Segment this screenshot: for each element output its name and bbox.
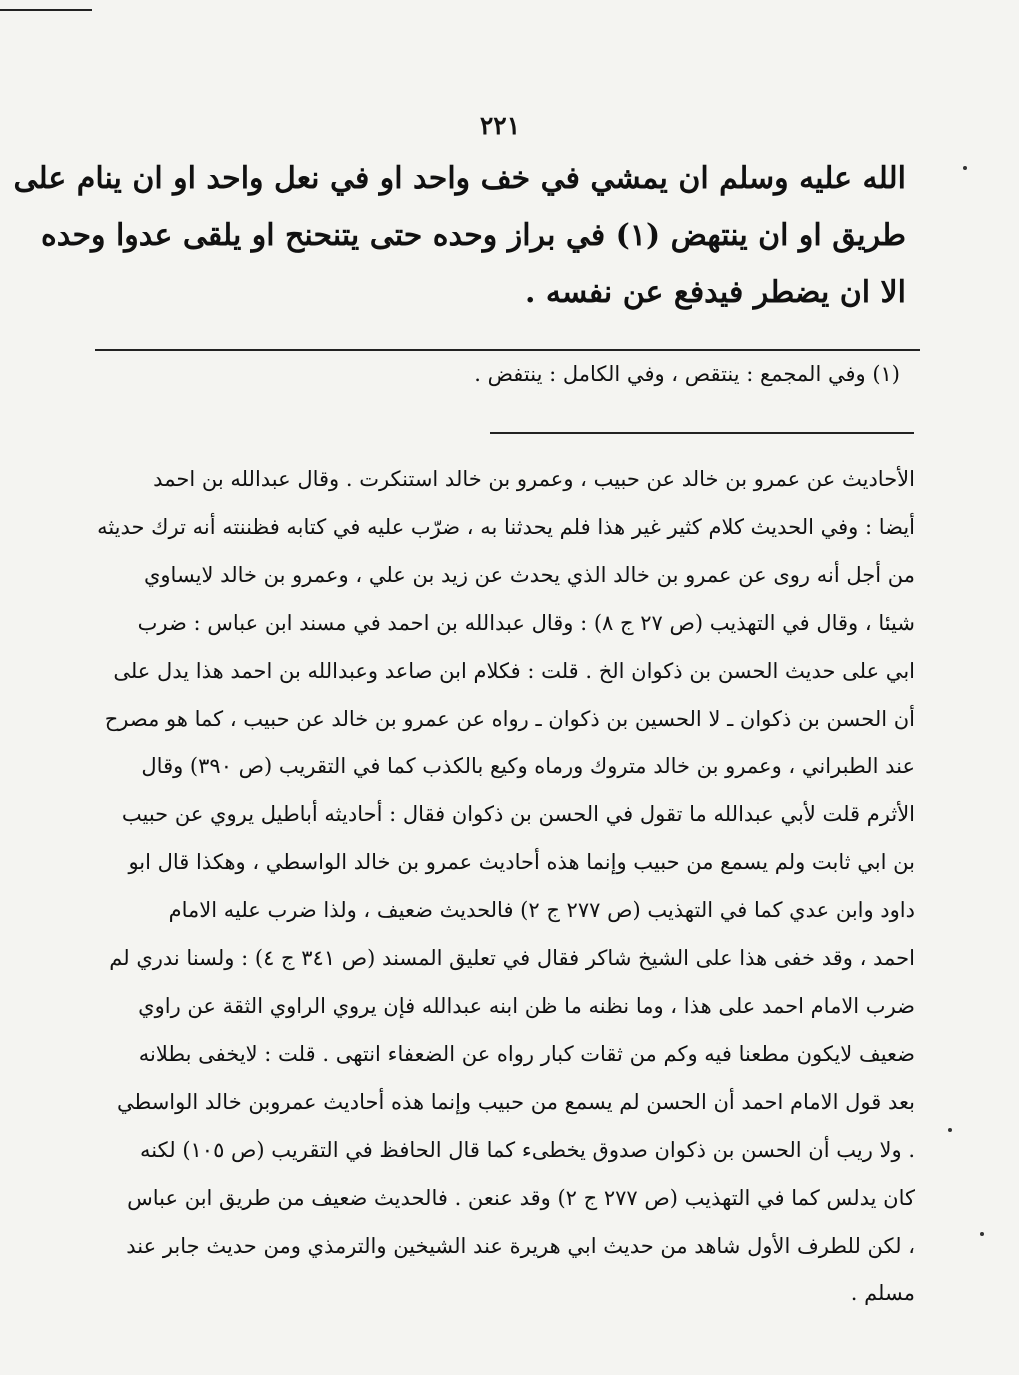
corner-rule bbox=[0, 9, 92, 11]
commentary-line: بن ابي ثابت ولم يسمع من حبيب وإنما هذه أحاديث عمرو بن خالد الواسطي ، وهكذا قال ابو bbox=[128, 850, 915, 875]
footnote: (١) وفي المجمع : ينتقص ، وفي الكامل : ينتفض . bbox=[474, 362, 900, 386]
commentary-line: أيضا : وفي الحديث كلام كثير غير هذا فلم يحدثنا به ، ضرّب عليه في كتابه فظننته أنه ترك حديثه bbox=[97, 514, 915, 539]
scan-speck bbox=[948, 1128, 952, 1132]
scan-speck bbox=[963, 166, 967, 170]
main-text-line: الله عليه وسلم ان يمشي في خف واحد او في نعل واحد او ان ينام على bbox=[13, 161, 906, 196]
commentary-line: أن الحسن بن ذكوان ـ لا الحسين بن ذكوان ـ رواه عن عمرو بن خالد عن حبيب ، كما هو مصرح bbox=[104, 706, 915, 731]
commentary-line: . ولا ريب أن الحسن بن ذكوان صدوق يخطىء كما قال الحافظ في التقريب (ص ١٠٥) لكنه bbox=[140, 1137, 915, 1162]
commentary-divider bbox=[490, 432, 914, 434]
scan-speck bbox=[980, 1232, 984, 1236]
commentary-line: شيئا ، وقال في التهذيب (ص ٢٧ ج ٨) : وقال عبدالله بن احمد في مسند ابن عباس : ضرب bbox=[137, 610, 915, 635]
commentary-text bbox=[90, 456, 915, 1318]
commentary-line: احمد ، وقد خفى هذا على الشيخ شاكر فقال في تعليق المسند (ص ٣٤١ ج ٤) : ولسنا ندري لم bbox=[109, 946, 915, 971]
commentary-line: ، لكن للطرف الأول شاهد من حديث ابي هريرة عند الشيخين والترمذي ومن حديث جابر عند bbox=[126, 1233, 915, 1258]
commentary-line: الأثرم قلت لأبي عبدالله ما تقول في الحسن بن ذكوان فقال : أحاديثه أباطيل يروي عن حبيب bbox=[121, 802, 915, 827]
commentary-line: ضعيف لايكون مطعنا فيه وكم من ثقات كبار رواه عن الضعفاء انتهى . قلت : لايخفى بطلانه bbox=[138, 1041, 915, 1066]
main-text-line: طريق او ان ينتهض (١) في براز وحده حتى يتنحنح او يلقى عدوا وحده bbox=[41, 218, 906, 253]
main-text bbox=[13, 150, 906, 321]
commentary-line: بعد قول الامام احمد أن الحسن لم يسمع من حبيب وإنما هذه أحاديث عمروبن خالد الواسطي bbox=[116, 1089, 915, 1114]
main-text-line: الا ان يضطر فيدفع عن نفسه . bbox=[524, 275, 906, 310]
page-number: ٢٢١ bbox=[479, 111, 521, 140]
commentary-line: الأحاديث عن عمرو بن خالد عن حبيب ، وعمرو بن خالد استنكرت . وقال عبدالله بن احمد bbox=[153, 467, 915, 491]
commentary-line: داود وابن عدي كما في التهذيب (ص ٢٧٧ ج ٢) فالحديث ضعيف ، ولذا ضرب عليه الامام bbox=[168, 898, 915, 923]
commentary-line: ضرب الامام احمد على هذا ، وما نظنه ما ظن ابنه عبدالله فإن يروي الراوي الثقة عن راوي bbox=[138, 993, 915, 1018]
commentary-line: مسلم . bbox=[850, 1281, 915, 1306]
commentary-line: كان يدلس كما في التهذيب (ص ٢٧٧ ج ٢) وقد عنعن . فالحديث ضعيف من طريق ابن عباس bbox=[127, 1185, 915, 1210]
commentary-line: من أجل أنه روى عن عمرو بن خالد الذي يحدث عن زيد بن علي ، وعمرو بن خالد لايساوي bbox=[143, 562, 915, 587]
commentary-line: ابي على حديث الحسن بن ذكوان الخ . قلت : فكلام ابن صاعد وعبدالله بن احمد هذا يدل على bbox=[113, 658, 915, 683]
commentary-line: عند الطبراني ، وعمرو بن خالد متروك ورماه وكيع بالكذب كما في التقريب (ص ٣٩٠) وقال bbox=[141, 754, 915, 779]
footnote-divider bbox=[95, 349, 920, 351]
